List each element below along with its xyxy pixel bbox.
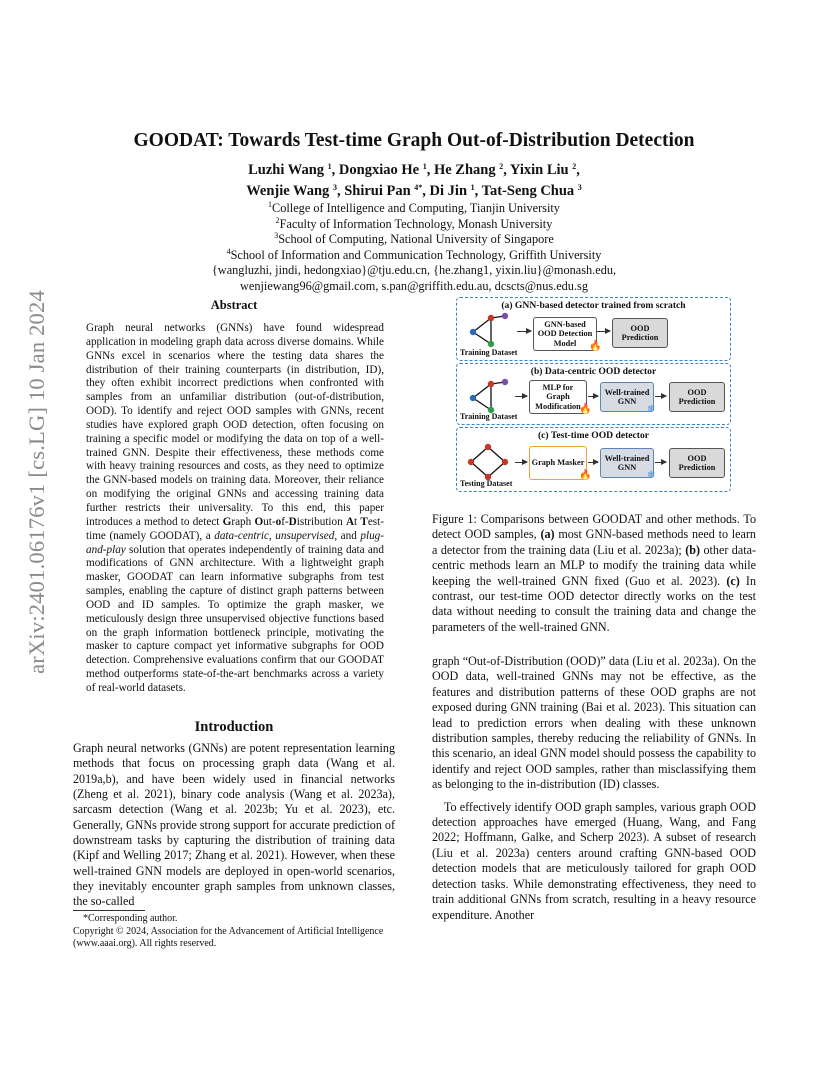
figure-panel-c: [456, 427, 731, 492]
author-name: , Shirui Pan: [336, 183, 415, 199]
abstract-emphasis: unsupervised: [275, 529, 335, 542]
author-affil-mark: 3: [332, 183, 337, 192]
acronym-letter: G: [222, 515, 232, 528]
acronym-letter: O: [254, 515, 264, 528]
ood-prediction-box: OOD Prediction: [612, 318, 668, 348]
affiliation-text: Faculty of Information Technology, Monash University: [279, 216, 553, 231]
affiliation-text: School of Information and Communication Technology, Griffith University: [230, 247, 602, 262]
ood-prediction-box: OOD Prediction: [669, 382, 725, 412]
abstract-text: f-: [281, 515, 289, 528]
panel-b-title: (b) Data-centric OOD detector: [530, 366, 657, 377]
testing-graph-icon: [465, 443, 511, 481]
abstract-text: solution that operates independently of training data and modifications of GNN architecture. With a lightweight graph masker, GOODAT can learn informative subgraphs from test samples, enabling the capture of distinct graph patterns between OOD and ID samples. To optimize the graph masker, we meticulously design three unsupervised objective functions based on the graph information bottleneck principle, motivating the masker to capture compact yet informative subgraphs for OOD detection. Comprehensive evaluations confirm that our GOODAT method outperforms state-of-the-art benchmarks across a variety of real-world datasets.: [86, 543, 384, 694]
caption-label: (a): [540, 527, 555, 542]
caption-label: (c): [726, 573, 740, 588]
affiliation-line: [0, 232, 828, 248]
author-list: [0, 160, 828, 202]
caption-text: In contrast, our test-time OOD detector directly works on the test data without needing to consult the training data and change the parameters of the well-trained GNN.: [432, 573, 756, 634]
body-paragraph: graph “Out-of-Distribution (OOD)” data (Liu et al. 2023a). On the OOD data, well-trained GNNs may not be effective, as the features and distribution patterns of these OOD graphs are not exposed during GNN training (Bai et al. 2023). This situation can lead to prediction errors when dealing with these unknown distribution samples, thereby reducing the reliability of GNNs. In this scenario, an ideal GNN model should possess the capability to identify and reject OOD samples, rather than misclassifying them as belonging to the in-distribution (ID) classes.: [432, 654, 756, 792]
arrow-right-icon: [515, 462, 527, 463]
copyright-note: Copyright © 2024, Association for the Advancement of Artificial Intelligence (www.aaai.org). All rights reserved.: [73, 925, 384, 949]
author-name: , Dongxiao He: [331, 162, 423, 178]
author-name: , Tat-Seng Chua: [474, 183, 578, 199]
arrow-right-icon: [655, 462, 666, 463]
corresponding-author-note: *Corresponding author.: [83, 913, 178, 924]
author-name: Luzhi Wang: [248, 162, 328, 178]
author-affil-mark: 1: [422, 162, 427, 171]
email-line: wenjiewang96@gmail.com, s.pan@griffith.edu.au, dcscts@nus.edu.sg: [240, 278, 588, 293]
arrow-right-icon: [588, 462, 598, 463]
footnote: [73, 913, 395, 951]
frozen-icon: ❄: [647, 404, 656, 415]
affiliations: [0, 201, 828, 294]
abstract-text: istribution: [296, 515, 346, 528]
author-affil-mark: 2: [499, 162, 504, 171]
affil-mark: 2: [275, 215, 280, 225]
abstract-text: est-time (namely GOODAT), a: [86, 515, 384, 542]
flame-icon: 🔥: [579, 470, 592, 481]
arrow-right-icon: [655, 396, 666, 397]
caption-text: Figure 1: Comparisons between GOODAT and other methods. To detect OOD samples,: [432, 512, 756, 542]
authors-line-2: [0, 181, 828, 202]
training-graph-icon: [465, 378, 511, 416]
affiliation-line: [0, 201, 828, 217]
panel-b-dataset-label: Training Dataset: [460, 412, 518, 421]
abstract-text: ut-: [263, 515, 276, 528]
author-affil-mark: 2: [572, 162, 577, 171]
abstract-text: , and: [334, 529, 361, 542]
caption-label: (b): [685, 542, 701, 557]
arrow-right-icon: [597, 331, 610, 332]
figure-panel-a: [456, 297, 731, 361]
abstract-heading: Abstract: [210, 298, 258, 312]
author-name: , Di Jin: [422, 183, 471, 199]
abstract-text: raph: [231, 515, 255, 528]
acronym-letter: D: [288, 515, 297, 528]
abstract-emphasis: plug-and-play: [86, 529, 385, 556]
author-affil-mark: 3: [577, 183, 582, 192]
ood-prediction-box: OOD Prediction: [669, 448, 725, 478]
introduction-body: Graph neural networks (GNNs) are potent representation learning methods that focus on processing graph data (Wang et al. 2019a,b), and have been widely used in financial networks (Zheng et al. 2021), binary code analysis (Wang et al. 2023a), sarcasm detection (Wang et al. 2023b; Yu et al. 2023), etc. Generally, GNNs provide strong support for accurate prediction of downstream tasks by capturing the distribution of training data (Kipf and Welling 2017; Zhang et al. 2021). However, when these well-trained GNN models are deployed in open-world scenarios, they inevitably encounter graph samples from unknown classes, the so-called: [73, 741, 395, 909]
flame-icon: 🔥: [589, 341, 602, 352]
abstract-text: Graph neural networks (GNNs) have found widespread application in modeling graph data across diverse domains. While GNNs excel in scenarios where the testing data shares the distribution of their training counterparts (in distribution, ID), they often exhibit incorrect predictions when confronted with samples from an unfamiliar distribution (out-of-distribution, OOD). To identify and reject OOD samples with GNNs, recent studies have explored graph OOD detection, often focusing on training a specific model or modifying the data on top of a well-trained GNN. Despite their effectiveness, these methods come with heavy training resources and costs, as they need to optimize the GNN-based models on training data. Moreover, their reliance on modifying the original GNNs and accessing training data further restricts their universality. To this end, this paper introduces a method to detect: [86, 322, 384, 528]
affiliation-line: [0, 217, 828, 233]
well-trained-gnn-box: Well-trained GNN: [600, 448, 654, 478]
abstract-text: t: [354, 515, 361, 528]
panel-a-title: (a) GNN-based detector trained from scratch: [501, 300, 686, 311]
figure-1-caption: [432, 512, 756, 635]
acronym-letter: A: [345, 515, 355, 528]
flame-icon: 🔥: [579, 404, 592, 415]
ood-detection-model-box: GNN-based OOD Detection Model: [533, 317, 597, 351]
author-name: Wenjie Wang: [246, 183, 333, 199]
figure-1: [456, 297, 731, 494]
authors-line-1: [0, 160, 828, 181]
acronym-letter: o: [275, 515, 282, 528]
affil-mark: 4: [226, 246, 231, 256]
caption-text: other data-centric methods learn an MLP to modify the training data while keeping the well-trained GNN fixed (Guo et al. 2023).: [432, 542, 756, 588]
affil-mark: 3: [274, 231, 279, 240]
graph-masker-box: Graph Masker: [529, 446, 587, 480]
arrow-right-icon: [588, 396, 598, 397]
affiliation-line: [0, 248, 828, 264]
arxiv-identifier: arXiv:2401.06176v1 [cs.LG] 10 Jan 2024: [24, 290, 49, 674]
frozen-icon: ❄: [647, 470, 656, 481]
panel-a-dataset-label: Training Dataset: [460, 348, 518, 357]
affil-mark: 1: [268, 200, 273, 209]
affiliation-text: School of Computing, National University of Singapore: [278, 232, 554, 246]
training-graph-icon: [465, 312, 511, 350]
author-affil-mark: 4*: [414, 183, 423, 192]
panel-c-title: (c) Test-time OOD detector: [537, 430, 650, 441]
mlp-graph-modification-box: MLP for Graph Modification: [529, 380, 587, 414]
introduction-heading: Introduction: [194, 719, 274, 735]
author-name: , Yixin Liu: [503, 162, 573, 178]
author-separator: ,: [576, 162, 580, 178]
well-trained-gnn-box: Well-trained GNN: [600, 382, 654, 412]
author-affil-mark: 1: [327, 162, 332, 171]
arrow-right-icon: [517, 331, 531, 332]
affiliation-text: College of Intelligence and Computing, Tianjin University: [272, 201, 560, 215]
author-name: , He Zhang: [426, 162, 500, 178]
email-line: {wangluzhi, jindi, hedongxiao}@tju.edu.cn, {he.zhang1, yixin.liu}@monash.edu,: [211, 263, 617, 277]
author-affil-mark: 1: [470, 183, 475, 192]
acronym-letter: T: [360, 515, 368, 528]
right-column-body: [432, 654, 756, 923]
arrow-right-icon: [515, 396, 527, 397]
caption-text: most GNN-based methods need to learn a detector from the training data (Liu et al. 2023a);: [432, 527, 756, 557]
abstract-emphasis: data-centric: [214, 529, 269, 542]
paper-title: GOODAT: Towards Test-time Graph Out-of-Distribution Detection: [133, 130, 695, 151]
figure-panel-b: [456, 363, 731, 425]
abstract-text: ,: [268, 529, 276, 542]
footnote-divider: [73, 910, 145, 911]
arxiv-sidebar: [22, 292, 52, 672]
abstract-body: [86, 322, 384, 696]
panel-c-dataset-label: Testing Dataset: [460, 479, 513, 488]
body-paragraph: To effectively identify OOD graph samples, various graph OOD detection approaches have emerged (Huang, Wang, and Fang 2022; Hoffmann, Galke, and Scherp 2023). A subset of research (Liu et al. 2023a) centers around crafting GNN-based OOD detection models that are meticulously tailored for graph OOD detection tasks. While demonstrating effectiveness, they need to train additional GNNs from scratch, resulting in a heavy resource expenditure. Another: [432, 799, 756, 922]
